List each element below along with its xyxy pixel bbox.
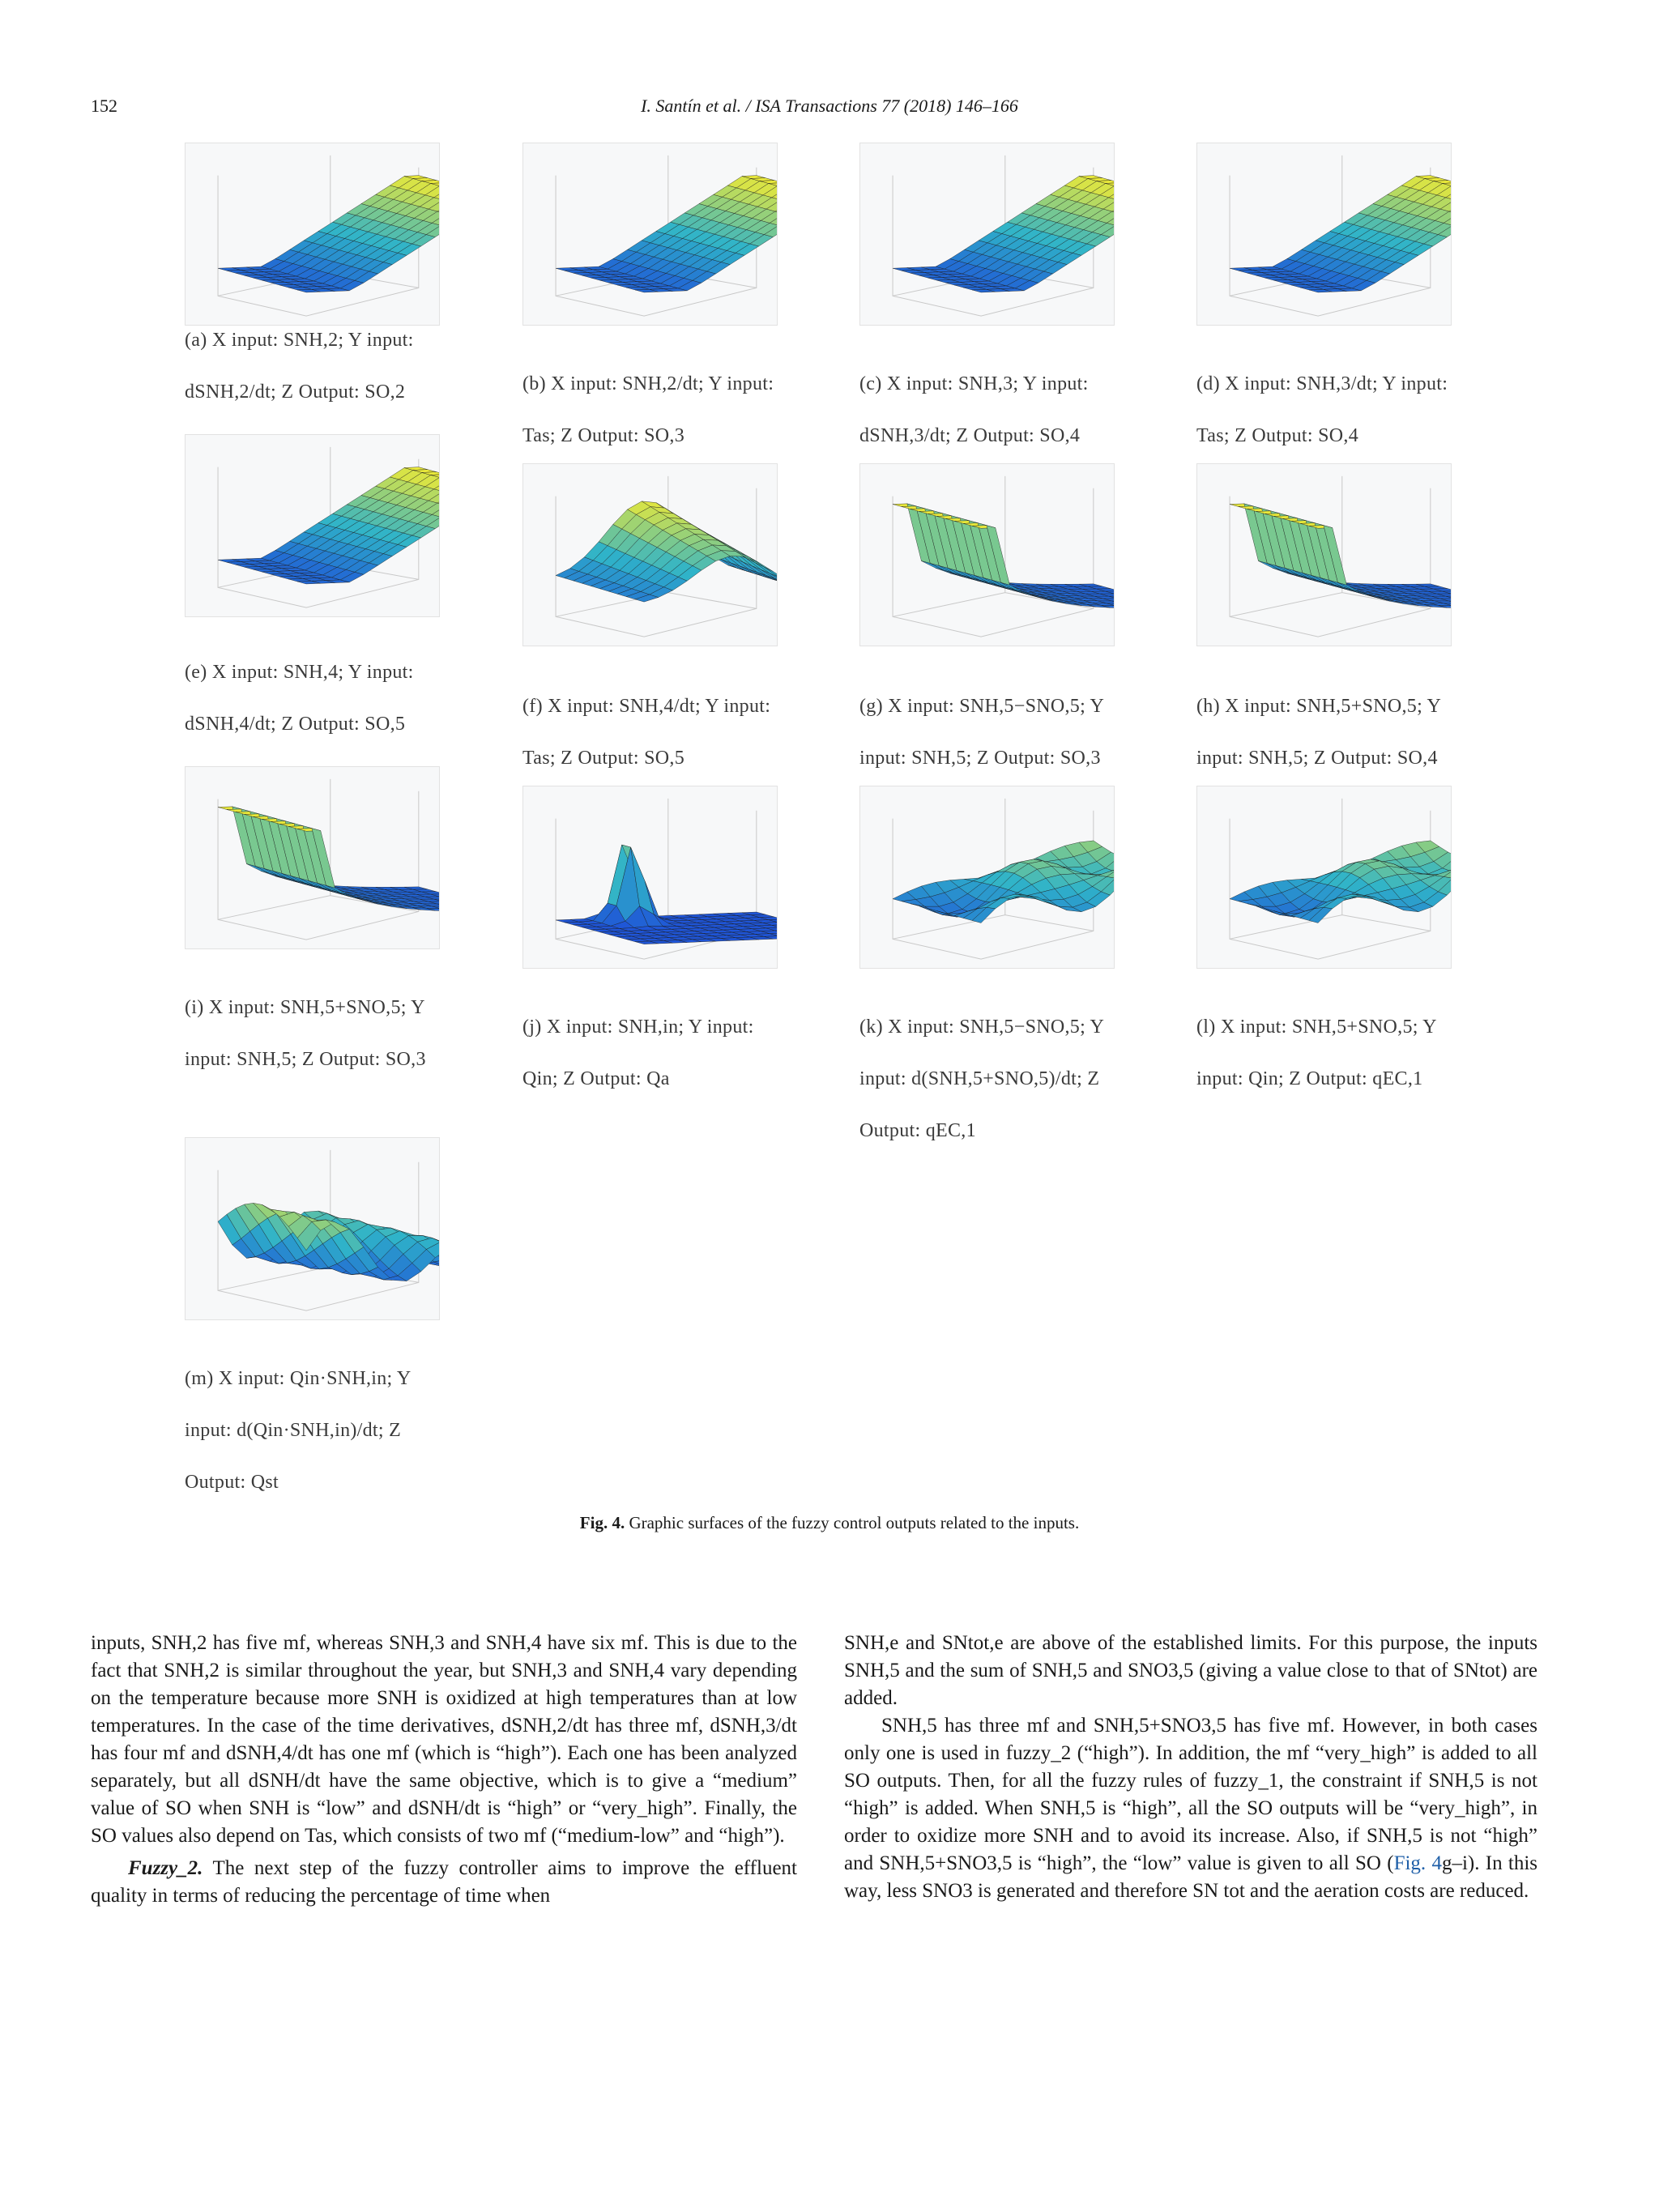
surface-i-svg: [186, 767, 439, 948]
surface-plot-g: [859, 463, 1115, 646]
surface-l-svg: [1197, 786, 1451, 968]
surface-j-svg: [523, 786, 777, 968]
surface-plot-k: [859, 786, 1115, 969]
caption-l: (l) X input: SNH,5+SNO,5; Y input: Qin; Z Output: qEC,1: [1196, 1016, 1436, 1089]
right-paragraph-1: SNH,e and SNtot,e are above of the established limits. For this purpose, the inputs SNH,5 and the sum of SNH,5 and SNO3,5 (giving a value close to that of SNtot) are added.: [844, 1632, 1537, 1709]
caption-g: (g) X input: SNH,5−SNO,5; Y input: SNH,5; Z Output: SO,3: [859, 696, 1104, 769]
left-paragraph-1: inputs, SNH,2 has five mf, whereas SNH,3 and SNH,4 have six mf. This is due to the fact that SNH,2 is similar throughout the year, but SNH,3 and SNH,4 vary depending on the temperature because more SNH is oxidized at high temperatures than at low temperatures. In the case of the time derivatives, dSNH,2/dt has three mf, dSNH,3/dt has four mf and dSNH,4/dt has one mf (which is “high”). Each one has been analyzed separately, but all dSNH/dt have the same objective, which is to give a “medium” value of SO when SNH is “low” and dSNH/dt is “high” or “very_high”. Finally, the SO values also depend on Tas, which consists of two mf (“medium-low” and “high”).: [91, 1632, 797, 1847]
surface-plot-m: [185, 1137, 440, 1320]
surface-c-svg: [860, 143, 1114, 325]
figure-caption-label: Fig. 4.: [579, 1513, 625, 1532]
figure-caption: [0, 1513, 1659, 1533]
right-paragraph-2: [844, 1712, 1537, 1905]
surface-plot-i: [185, 766, 440, 949]
left-paragraph-2: [91, 1855, 797, 1910]
caption-b: (b) X input: SNH,2/dt; Y input: Tas; Z Output: SO,3: [522, 373, 774, 446]
caption-h: (h) X input: SNH,5+SNO,5; Y input: SNH,5; Z Output: SO,4: [1196, 696, 1441, 769]
surface-plot-l: [1196, 786, 1452, 969]
running-title: I. Santín et al. / ISA Transactions 77 (2018) 146–166: [641, 96, 1018, 116]
surface-plot-b: [522, 143, 778, 326]
surface-m-svg: [186, 1138, 439, 1319]
surface-patch: [772, 579, 777, 586]
surface-f-svg: [523, 464, 777, 646]
surface-h-svg: [1197, 464, 1451, 646]
right-paragraph-2a: SNH,5 has three mf and SNH,5+SNO3,5 has five mf. However, in both cases only one is used in fuzzy_2 (“high”). In addition, the mf “very_high” is added to all SO outputs. Then, for all the fuzzy rules of fuzzy_1, the constraint if SNH,5 is not “high” is added. When SNH,5 is “high”, all the SO outputs will be “very_high”, in order to oxidize more SNH and to avoid its increase. Also, if SNH,5 is not “high” and SNH,5+SNO3,5 is “high”, the “low” value is given to all SO (: [844, 1715, 1537, 1874]
surface-plot-c: [859, 143, 1115, 326]
surface-d-svg: [1197, 143, 1451, 325]
caption-f: (f) X input: SNH,4/dt; Y input: Tas; Z Output: SO,5: [522, 696, 771, 769]
surface-plot-d: [1196, 143, 1452, 326]
fig-4-link[interactable]: Fig. 4: [1393, 1852, 1442, 1874]
caption-c: (c) X input: SNH,3; Y input: dSNH,3/dt; Z Output: SO,4: [859, 373, 1089, 446]
surface-plot-e: [185, 434, 440, 617]
right-paragraph-2b: g–i). In this way, less SNO3 is generated and therefore SN tot and the aeration costs are reduced.: [844, 1852, 1537, 1902]
surface-k-svg: [860, 786, 1114, 968]
caption-k: (k) X input: SNH,5−SNO,5; Y input: d(SNH,5+SNO,5)/dt; Z Output: qEC,1: [859, 1016, 1104, 1141]
surface-e-svg: [186, 435, 439, 616]
surface-b-svg: [523, 143, 777, 325]
caption-j: (j) X input: SNH,in; Y input: Qin; Z Output: Qa: [522, 1016, 754, 1089]
caption-i: (i) X input: SNH,5+SNO,5; Y input: SNH,5; Z Output: SO,3: [185, 997, 426, 1070]
fuzzy-2-heading: Fuzzy_2.: [128, 1857, 203, 1879]
caption-d: (d) X input: SNH,3/dt; Y input: Tas; Z Output: SO,4: [1196, 373, 1448, 446]
caption-e: (e) X input: SNH,4; Y input: dSNH,4/dt; Z Output: SO,5: [185, 662, 414, 735]
page-number: 152: [91, 96, 117, 116]
caption-a: (a) X input: SNH,2; Y input: dSNH,2/dt; Z Output: SO,2: [185, 330, 414, 403]
left-column: [91, 1630, 797, 1910]
surface-a-svg: [186, 143, 439, 325]
surface-plot-f: [522, 463, 778, 646]
figure-caption-text: Graphic surfaces of the fuzzy control outputs related to the inputs.: [629, 1513, 1080, 1532]
left-paragraph-2-text: The next step of the fuzzy controller aims to improve the effluent quality in terms of reducing the percentage of time when: [91, 1857, 797, 1907]
surface-plot-h: [1196, 463, 1452, 646]
caption-m: (m) X input: Qin·SNH,in; Y input: d(Qin·SNH,in)/dt; Z Output: Qst: [185, 1368, 411, 1493]
surface-plot-a: [185, 143, 440, 326]
surface-plot-j: [522, 786, 778, 969]
right-column: [844, 1630, 1537, 1905]
surface-g-svg: [860, 464, 1114, 646]
